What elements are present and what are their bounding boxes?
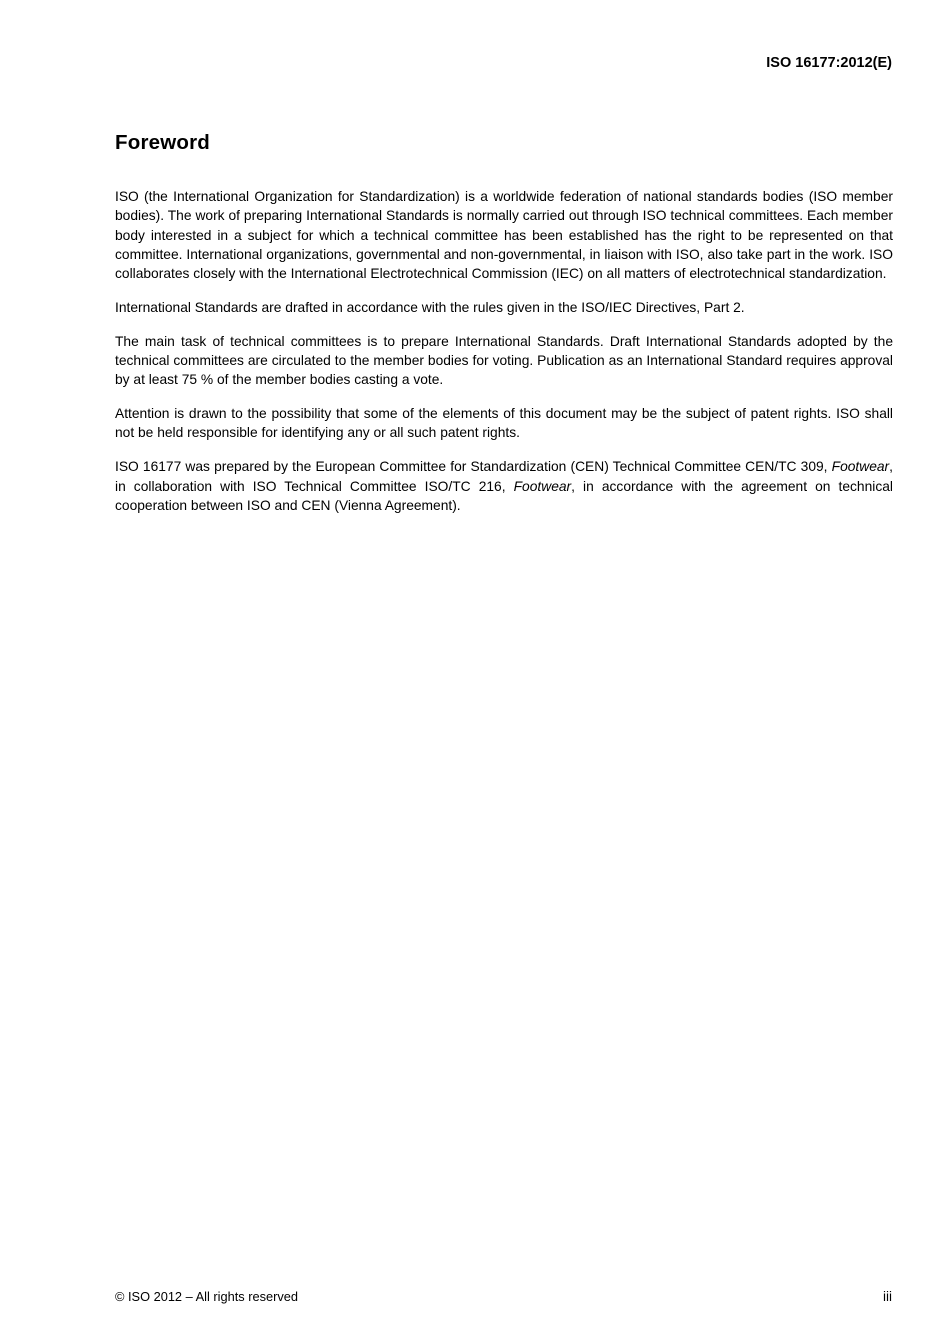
- paragraph-run: , in accordance with the agreement on technical cooperation between ISO and CEN (Vienna Agreement).: [115, 478, 893, 513]
- paragraph-run: ISO 16177 was prepared by the European Committee for Standardization (CEN) Technical Committee CEN/TC 309,: [115, 459, 832, 475]
- page-number: iii: [883, 1289, 892, 1304]
- copyright-notice: © ISO 2012 – All rights reserved: [115, 1289, 298, 1304]
- page-content: [115, 131, 893, 530]
- page-title: Foreword: [115, 131, 210, 154]
- document-number-header: ISO 16177:2012(E): [766, 55, 892, 71]
- paragraph-run: International Standards are drafted in accordance with the rules given in the ISO/IEC Directives, Part 2.: [115, 299, 745, 315]
- paragraph-run-italic: Footwear: [831, 459, 890, 475]
- paragraph-run-italic: Footwear: [513, 478, 572, 494]
- paragraph-run: ISO (the International Organization for Standardization) is a worldwide federation of national standards bodies (ISO member bodies). The work of preparing International Standards is normally carried out through ISO technical committees. Each member body interested in a subject for which a technical committee has been established has the right to be represented on that committee. International organizations, governmental and non-governmental, in liaison with ISO, also take part in the work. ISO collaborates closely with the International Electrotechnical Commission (IEC) on all matters of electrotechnical standardization.: [115, 189, 893, 282]
- paragraph: [115, 457, 893, 515]
- paragraph-run: , in collaboration with ISO Technical Committee ISO/TC 216,: [115, 459, 893, 494]
- paragraph-run: The main task of technical committees is to prepare International Standards. Draft International Standards adopted by the technical committees are circulated to the member bodies for voting. Publication as an International Standard requires approval by at least 75 % of the member bodies casting a vote.: [115, 333, 893, 388]
- foreword-paragraphs: [115, 187, 893, 515]
- paragraph: [115, 187, 893, 283]
- paragraph: [115, 298, 893, 317]
- paragraph: [115, 404, 893, 443]
- paragraph-run: Attention is drawn to the possibility that some of the elements of this document may be the subject of patent rights. ISO shall not be held responsible for identifying any or all such patent rights.: [115, 406, 893, 441]
- page-footer: [115, 1289, 892, 1304]
- paragraph: [115, 332, 893, 390]
